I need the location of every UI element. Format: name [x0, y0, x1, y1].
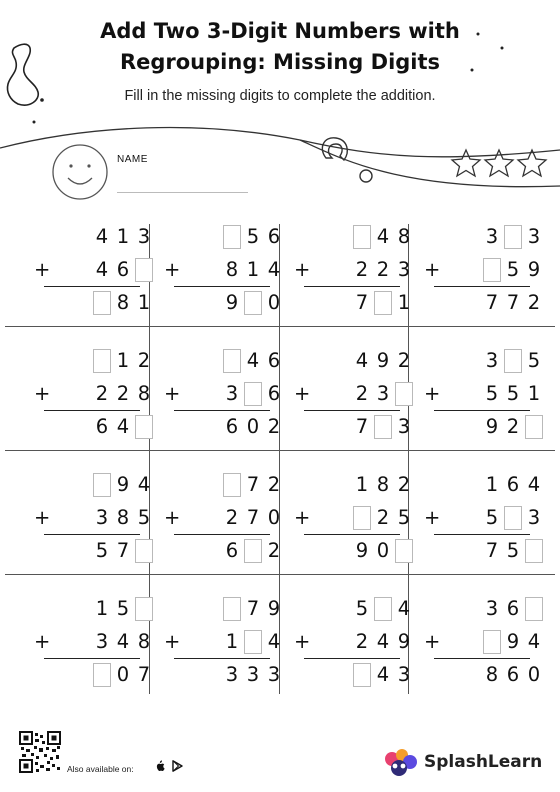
missing-digit-box[interactable]: [504, 349, 522, 373]
digit: 8: [225, 258, 239, 281]
digit: 5: [506, 539, 520, 562]
digit: 3: [267, 663, 281, 686]
sum-number: [34, 662, 149, 688]
title-line-2: Regrouping: Missing Digits: [119, 50, 441, 74]
bottom-number: [34, 629, 149, 655]
digit: 1: [116, 349, 130, 372]
plus-sign: +: [164, 258, 181, 281]
missing-digit-box[interactable]: [223, 349, 241, 373]
sum-number: [164, 538, 279, 564]
missing-digit-box[interactable]: [223, 225, 241, 249]
qr-code-icon: [19, 731, 61, 773]
digit: 6: [95, 415, 109, 438]
missing-digit-box[interactable]: [93, 473, 111, 497]
digit: 8: [397, 225, 411, 248]
digit: 4: [95, 258, 109, 281]
digit: 6: [506, 473, 520, 496]
bottom-number: [164, 505, 279, 531]
title-line-1: Add Two 3-Digit Numbers with: [100, 19, 460, 43]
digit: 5: [527, 349, 541, 372]
digit: 4: [267, 630, 281, 653]
digit: 8: [137, 630, 151, 653]
digit: 8: [116, 291, 130, 314]
digit: 3: [527, 506, 541, 529]
missing-digit-box[interactable]: [353, 663, 371, 687]
plus-sign: +: [34, 506, 51, 529]
missing-digit-box[interactable]: [244, 291, 262, 315]
missing-digit-box[interactable]: [374, 597, 392, 621]
plus-sign: +: [424, 506, 441, 529]
digit: 4: [116, 630, 130, 653]
bottom-number: [294, 257, 409, 283]
plus-sign: +: [424, 258, 441, 281]
bottom-number: [424, 257, 539, 283]
digit: 7: [485, 539, 499, 562]
bottom-number: [164, 381, 279, 407]
sum-number: [424, 662, 539, 688]
digit: 9: [485, 415, 499, 438]
digit: 7: [246, 597, 260, 620]
digit: 3: [485, 597, 499, 620]
digit: 1: [355, 473, 369, 496]
digit: 5: [95, 539, 109, 562]
sum-number: [34, 538, 149, 564]
digit: 8: [116, 506, 130, 529]
digit: 2: [397, 473, 411, 496]
digit: 8: [137, 382, 151, 405]
also-available-text: Also available on:: [67, 764, 134, 774]
digit: 6: [267, 382, 281, 405]
sum-number: [294, 414, 409, 440]
missing-digit-box[interactable]: [504, 225, 522, 249]
bottom-number: [294, 381, 409, 407]
digit: 0: [376, 539, 390, 562]
digit: 2: [527, 291, 541, 314]
plus-sign: +: [34, 258, 51, 281]
plus-sign: +: [164, 630, 181, 653]
problem-15: [274, 596, 411, 720]
bottom-number: [294, 505, 409, 531]
plus-sign: +: [294, 506, 311, 529]
digit: 3: [137, 225, 151, 248]
apple-icon[interactable]: [154, 760, 165, 772]
bottom-number: [34, 505, 149, 531]
sum-line: [304, 410, 400, 411]
digit: 2: [137, 349, 151, 372]
missing-digit-box[interactable]: [504, 506, 522, 530]
sum-number: [294, 538, 409, 564]
missing-digit-box[interactable]: [244, 539, 262, 563]
missing-digit-box[interactable]: [223, 473, 241, 497]
digit: 4: [376, 663, 390, 686]
digit: 4: [376, 225, 390, 248]
digit: 6: [506, 663, 520, 686]
bottom-number: [424, 381, 539, 407]
digit: 3: [397, 415, 411, 438]
digit: 5: [137, 506, 151, 529]
digit: 3: [246, 663, 260, 686]
digit: 8: [376, 473, 390, 496]
digit: 6: [225, 539, 239, 562]
name-input-line[interactable]: [117, 192, 248, 193]
problem-9: [14, 472, 151, 596]
worksheet-title: [0, 16, 560, 78]
problem-7: [274, 348, 411, 472]
digit: 2: [397, 349, 411, 372]
digit: 3: [376, 382, 390, 405]
bottom-number: [164, 629, 279, 655]
digit: 2: [376, 506, 390, 529]
sum-line: [44, 534, 140, 535]
top-number: [164, 224, 279, 250]
sum-number: [294, 290, 409, 316]
digit: 6: [267, 349, 281, 372]
plus-sign: +: [34, 382, 51, 405]
plus-sign: +: [294, 630, 311, 653]
digit: 5: [246, 225, 260, 248]
problem-8: [404, 348, 541, 472]
missing-digit-box[interactable]: [244, 382, 262, 406]
digit: 9: [397, 630, 411, 653]
missing-digit-box[interactable]: [525, 597, 543, 621]
play-store-icon[interactable]: [172, 760, 183, 772]
digit: 9: [225, 291, 239, 314]
digit: 7: [246, 473, 260, 496]
sum-line: [434, 286, 530, 287]
sum-line: [304, 286, 400, 287]
top-number: [34, 596, 149, 622]
digit: 3: [95, 630, 109, 653]
sum-line: [174, 286, 270, 287]
digit: 1: [397, 291, 411, 314]
problem-5: [14, 348, 151, 472]
digit: 7: [355, 415, 369, 438]
digit: 7: [246, 506, 260, 529]
digit: 1: [246, 258, 260, 281]
digit: 0: [116, 663, 130, 686]
stars-decoration: [452, 150, 546, 176]
digit: 9: [355, 539, 369, 562]
digit: 4: [527, 630, 541, 653]
sum-number: [164, 662, 279, 688]
problem-6: [144, 348, 281, 472]
sum-number: [34, 414, 149, 440]
digit: 9: [267, 597, 281, 620]
sum-line: [174, 534, 270, 535]
sum-number: [164, 414, 279, 440]
plus-sign: +: [294, 382, 311, 405]
digit: 6: [267, 225, 281, 248]
digit: 5: [397, 506, 411, 529]
plus-sign: +: [34, 630, 51, 653]
sum-line: [174, 658, 270, 659]
plus-sign: +: [294, 258, 311, 281]
digit: 4: [355, 349, 369, 372]
problem-3: [274, 224, 411, 348]
digit: 1: [137, 291, 151, 314]
digit: 4: [527, 473, 541, 496]
sum-line: [44, 410, 140, 411]
missing-digit-box[interactable]: [525, 539, 543, 563]
digit: 3: [95, 506, 109, 529]
digit: 4: [95, 225, 109, 248]
digit: 2: [225, 506, 239, 529]
digit: 5: [116, 597, 130, 620]
digit: 7: [506, 291, 520, 314]
digit: 5: [506, 258, 520, 281]
missing-digit-box[interactable]: [525, 415, 543, 439]
top-number: [164, 472, 279, 498]
missing-digit-box[interactable]: [93, 349, 111, 373]
sum-line: [434, 534, 530, 535]
digit: 3: [485, 225, 499, 248]
sum-line: [44, 286, 140, 287]
digit: 4: [397, 597, 411, 620]
bottom-number: [424, 629, 539, 655]
digit: 3: [225, 663, 239, 686]
digit: 5: [355, 597, 369, 620]
sum-number: [164, 290, 279, 316]
problem-13: [14, 596, 151, 720]
bottom-number: [424, 505, 539, 531]
digit: 9: [116, 473, 130, 496]
bottom-number: [164, 257, 279, 283]
digit: 2: [267, 539, 281, 562]
digit: 2: [267, 415, 281, 438]
missing-digit-box[interactable]: [353, 506, 371, 530]
digit: 4: [137, 473, 151, 496]
digit: 4: [376, 630, 390, 653]
problem-11: [274, 472, 411, 596]
digit: 2: [376, 258, 390, 281]
missing-digit-box[interactable]: [93, 663, 111, 687]
missing-digit-box[interactable]: [374, 291, 392, 315]
problem-10: [144, 472, 281, 596]
bottom-number: [34, 381, 149, 407]
digit: 2: [355, 630, 369, 653]
top-number: [34, 348, 149, 374]
plus-sign: +: [164, 506, 181, 529]
digit: 9: [527, 258, 541, 281]
digit: 3: [485, 349, 499, 372]
digit: 1: [485, 473, 499, 496]
missing-digit-box[interactable]: [353, 225, 371, 249]
plus-sign: +: [424, 630, 441, 653]
digit: 7: [485, 291, 499, 314]
digit: 2: [267, 473, 281, 496]
digit: 6: [506, 597, 520, 620]
digit: 2: [355, 382, 369, 405]
digit: 1: [116, 225, 130, 248]
problem-12: [404, 472, 541, 596]
name-label: NAME: [117, 154, 148, 165]
digit: 2: [95, 382, 109, 405]
sum-number: [294, 662, 409, 688]
digit: 8: [485, 663, 499, 686]
digit: 9: [376, 349, 390, 372]
sum-line: [174, 410, 270, 411]
problem-2: [144, 224, 281, 348]
digit: 4: [267, 258, 281, 281]
missing-digit-box[interactable]: [483, 258, 501, 282]
problem-4: [404, 224, 541, 348]
sum-number: [424, 538, 539, 564]
sum-number: [424, 414, 539, 440]
digit: 4: [246, 349, 260, 372]
digit: 0: [267, 291, 281, 314]
sum-line: [304, 534, 400, 535]
digit: 5: [506, 382, 520, 405]
sum-number: [34, 290, 149, 316]
plus-sign: +: [164, 382, 181, 405]
top-number: [424, 224, 539, 250]
top-number: [34, 224, 149, 250]
digit: 1: [527, 382, 541, 405]
top-number: [424, 596, 539, 622]
digit: 6: [116, 258, 130, 281]
top-number: [294, 224, 409, 250]
sum-number: [424, 290, 539, 316]
smiley-face-icon: [53, 145, 107, 199]
top-number: [424, 472, 539, 498]
bottom-number: [34, 257, 149, 283]
digit: 1: [95, 597, 109, 620]
digit: 7: [116, 539, 130, 562]
digit: 2: [506, 415, 520, 438]
instruction-text: Fill in the missing digits to complete the addition.: [124, 88, 436, 104]
sum-line: [304, 658, 400, 659]
digit: 0: [527, 663, 541, 686]
digit: 6: [225, 415, 239, 438]
digit: 5: [485, 382, 499, 405]
top-number: [164, 348, 279, 374]
digit: 3: [397, 258, 411, 281]
top-number: [164, 596, 279, 622]
problem-grid: [0, 202, 560, 698]
digit: 3: [397, 663, 411, 686]
brand-name: SplashLearn: [424, 752, 543, 772]
digit: 9: [506, 630, 520, 653]
digit: 7: [355, 291, 369, 314]
digit: 0: [246, 415, 260, 438]
top-number: [294, 348, 409, 374]
top-number: [424, 348, 539, 374]
problem-14: [144, 596, 281, 720]
digit: 3: [225, 382, 239, 405]
digit: 3: [527, 225, 541, 248]
top-number: [34, 472, 149, 498]
sum-line: [434, 658, 530, 659]
missing-digit-box[interactable]: [223, 597, 241, 621]
digit: 0: [267, 506, 281, 529]
missing-digit-box[interactable]: [93, 291, 111, 315]
digit: 2: [116, 382, 130, 405]
problem-1: [14, 224, 151, 348]
digit: 7: [137, 663, 151, 686]
sum-line: [434, 410, 530, 411]
bottom-number: [294, 629, 409, 655]
top-number: [294, 472, 409, 498]
missing-digit-box[interactable]: [483, 630, 501, 654]
plus-sign: +: [424, 382, 441, 405]
splashlearn-logo-icon: [383, 748, 421, 778]
problem-16: [404, 596, 541, 720]
sum-line: [44, 658, 140, 659]
digit: 4: [116, 415, 130, 438]
digit: 5: [485, 506, 499, 529]
top-number: [294, 596, 409, 622]
missing-digit-box[interactable]: [244, 630, 262, 654]
digit: 2: [355, 258, 369, 281]
missing-digit-box[interactable]: [374, 415, 392, 439]
digit: 1: [225, 630, 239, 653]
